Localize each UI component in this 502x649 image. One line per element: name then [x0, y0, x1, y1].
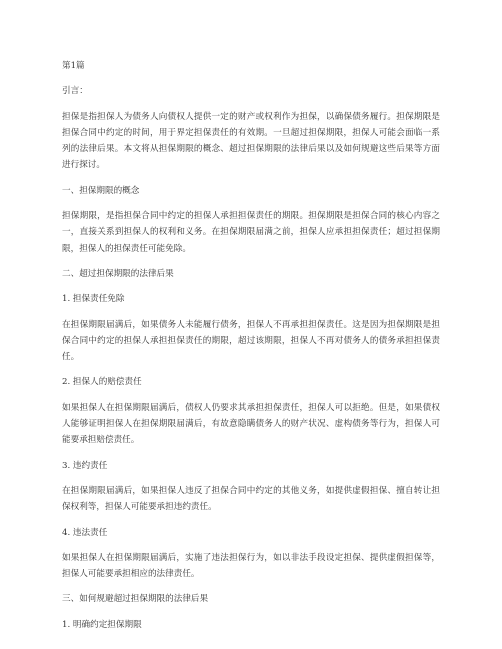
- item-5-title: 1. 明确约定担保期限: [62, 619, 142, 630]
- item-2-paragraph: 如果担保人在担保期限届满后，债权人仍要求其承担担保责任，担保人可以拒绝。但是，如果债权人能够证明担保人在担保期限届满后，有故意隐瞒债务人的财产状况、虚构债务等行为，担保人可能要承担赔偿责任。: [62, 402, 440, 446]
- item-3-title: 3. 违约责任: [62, 460, 108, 471]
- item-1-paragraph: 在担保期限届满后，如果债务人未能履行债务，担保人不再承担担保责任。这是因为担保期限是担保合同中约定的担保人承担担保责任的期限，超过该期限，担保人不再对债务人的债务承担担保责任。: [62, 319, 440, 363]
- page-label: 第1篇: [62, 61, 85, 71]
- section-1-title: 一、担保期限的概念: [62, 185, 140, 196]
- intro-label: 引言：: [62, 86, 88, 97]
- section-2-title: 二、超过担保期限的法律后果: [62, 268, 174, 279]
- section-1-paragraph: 担保期限，是指担保合同中约定的担保人承担担保责任的期限。担保期限是担保合同的核心内容之一，直接关系到担保人的权利和义务。在担保期限届满之前，担保人应承担担保责任；超过担保期限，担保人的担保责任可能免除。: [62, 211, 440, 254]
- section-3-title: 三、如何规避超过担保期限的法律后果: [62, 594, 209, 605]
- item-1-title: 1. 担保责任免除: [62, 294, 125, 305]
- item-4-title: 4. 违法责任: [62, 527, 108, 538]
- item-3-paragraph: 在担保期限届满后，如果担保人违反了担保合同中约定的其他义务，如提供虚假担保、擅自转让担保权利等，担保人可能要承担违约责任。: [62, 485, 440, 513]
- intro-paragraph: 担保是指担保人为债务人向债权人提供一定的财产或权利作为担保，以确保债务履行。担保期限是担保合同中约定的时间，用于界定担保责任的有效期。一旦超过担保期限，担保人可能会面临一系列的法律后果。本文将从担保期限的概念、超过担保期限的法律后果以及如何规避这些后果等方面进行探讨。: [62, 111, 440, 171]
- document-body: [62, 58, 440, 633]
- item-2-title: 2. 担保人的赔偿责任: [62, 377, 142, 388]
- item-4-paragraph: 如果担保人在担保期限届满后，实施了违法担保行为，如以非法手段设定担保、提供虚假担保等，担保人可能要承担相应的法律责任。: [62, 552, 440, 580]
